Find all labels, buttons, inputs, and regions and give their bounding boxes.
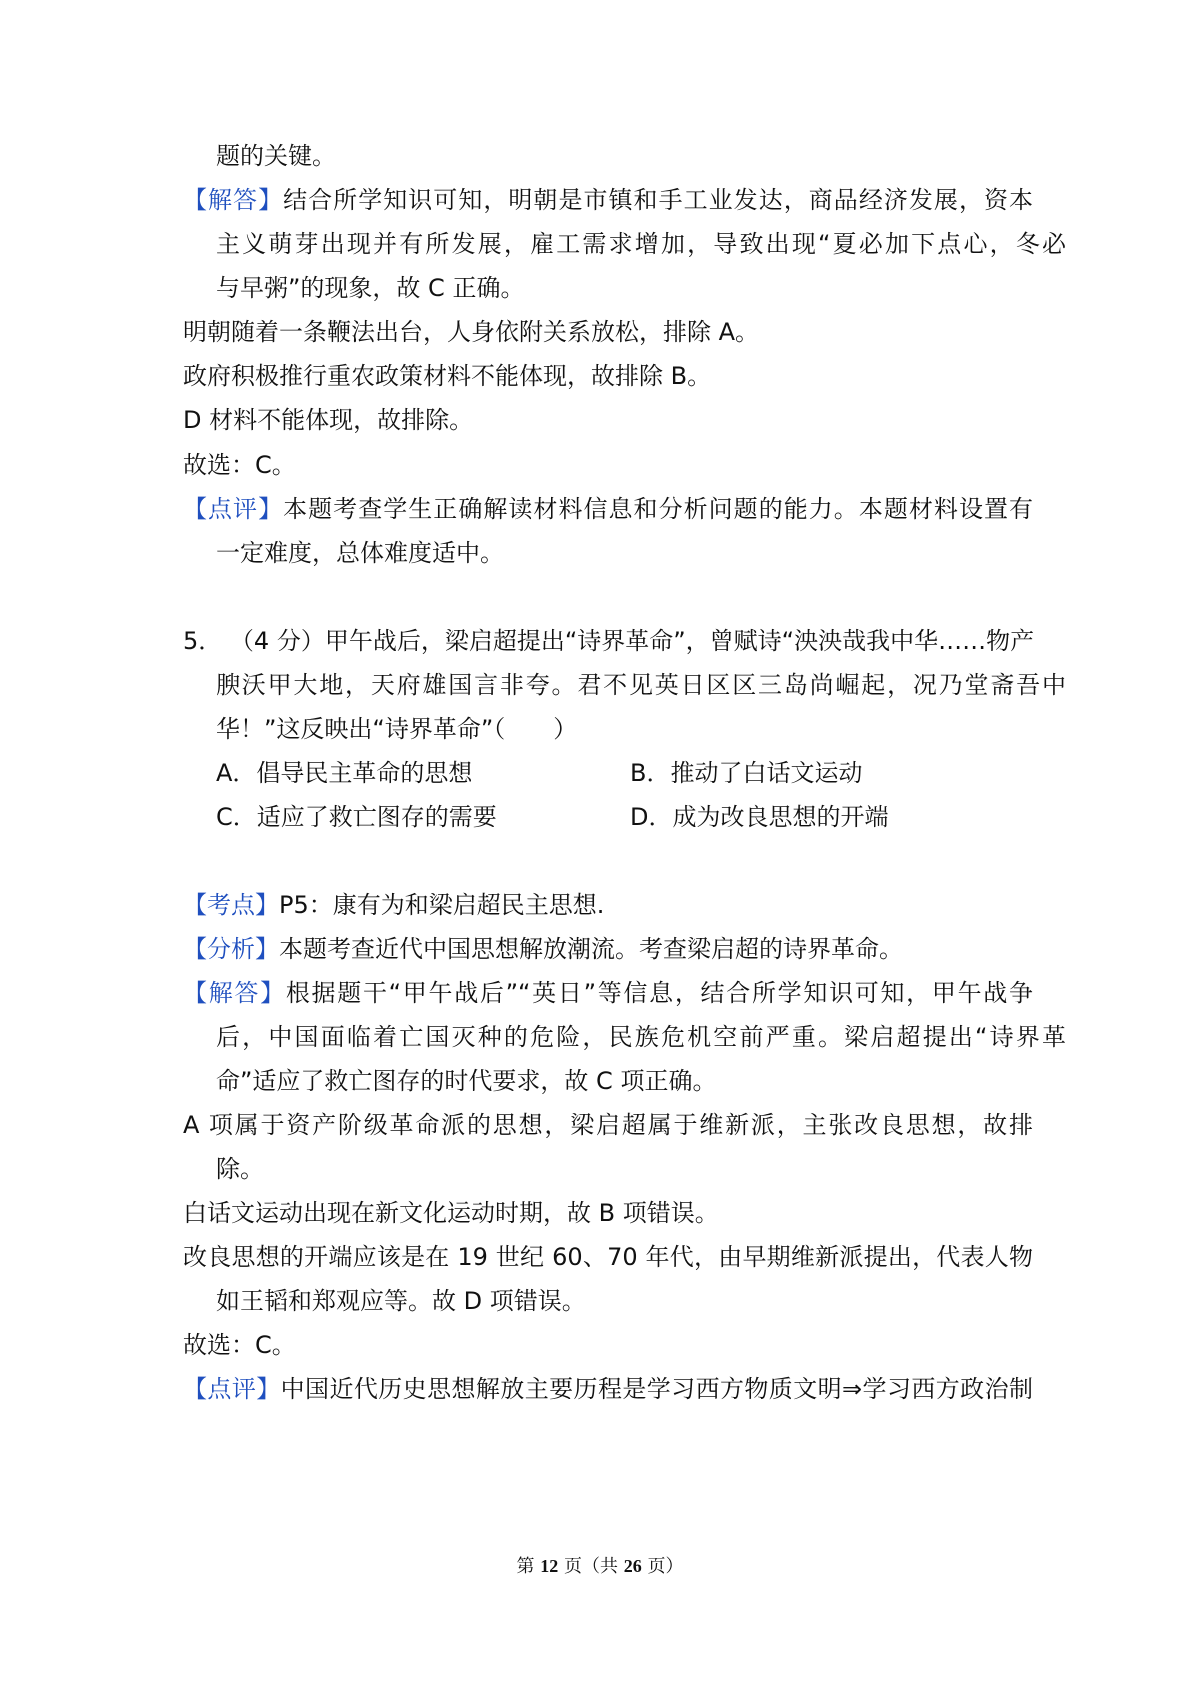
q5-option-b: B．推动了白话文运动 — [630, 759, 863, 787]
footer-suffix: 页） — [647, 1556, 684, 1577]
q4-answer-line1 — [183, 184, 1033, 216]
q5-stem-text1: （4 分）甲午战后，梁启超提出“诗界革命”，曾赋诗“泱泱哉我中华……物产 — [229, 627, 1035, 655]
q5-answer-text1: 根据题干“甲午战后”“英日”等信息，结合所学知识可知，甲午战争 — [285, 979, 1034, 1007]
footer-prefix: 第 — [516, 1556, 535, 1577]
q4-comment-line2: 一定难度，总体难度适中。 — [216, 539, 504, 567]
question-number: 5． — [183, 627, 223, 655]
q4-conclusion: 故选：C。 — [183, 451, 296, 479]
q5-para3-line2: 如王韬和郑观应等。故 D 项错误。 — [216, 1287, 586, 1315]
q5-conclusion: 故选：C。 — [183, 1331, 296, 1359]
answer-tag: 【解答】 — [183, 186, 284, 214]
q5-fenxi — [183, 933, 1033, 965]
q5-comment-line1 — [183, 1373, 1033, 1405]
q5-option-c: C．适应了救亡图存的需要 — [216, 803, 497, 831]
page-number: 12 — [540, 1556, 559, 1576]
q5-para3-line1: 改良思想的开端应该是在 19 世纪 60、70 年代，由早期维新派提出，代表人物 — [183, 1243, 1033, 1271]
q5-stem-line2: 腴沃甲大地，天府雄国言非夸。君不见英日区区三岛尚崛起，况乃堂斋吾中 — [216, 671, 1066, 699]
comment-tag: 【点评】 — [183, 495, 284, 523]
q4-answer-line2: 主义萌芽出现并有所发展，雇工需求增加，导致出现“夏必加下点心，冬必 — [216, 230, 1066, 258]
q4-answer-line3: 与早粥”的现象，故 C 正确。 — [216, 274, 525, 302]
q5-comment-text1: 中国近代历史思想解放主要历程是学习西方物质文明⇒学习西方政治制 — [280, 1375, 1034, 1403]
q5-para1-line2: 除。 — [216, 1155, 264, 1183]
q5-para1-line1: A 项属于资产阶级革命派的思想，梁启超属于维新派，主张改良思想，故排 — [183, 1111, 1033, 1139]
q5-stem-line1 — [183, 625, 1033, 657]
kaodian-tag: 【考点】 — [183, 891, 279, 919]
footer-middle: 页（共 — [564, 1556, 618, 1577]
q4-para1: 明朝随着一条鞭法出台，人身依附关系放松，排除 A。 — [183, 318, 760, 346]
q5-option-d: D．成为改良思想的开端 — [630, 803, 889, 831]
q5-answer-line3: 命”适应了救亡图存的时代要求，故 C 项正确。 — [216, 1067, 717, 1095]
q5-kaodian — [183, 889, 1033, 921]
total-pages: 26 — [623, 1556, 642, 1576]
comment-tag: 【点评】 — [183, 1375, 281, 1403]
q5-answer-line2: 后，中国面临着亡国灭种的危险，民族危机空前严重。梁启超提出“诗界革 — [216, 1023, 1066, 1051]
q4-answer-line0: 题的关键。 — [216, 142, 336, 170]
q5-option-a: A．倡导民主革命的思想 — [216, 759, 473, 787]
q4-para3: D 材料不能体现，故排除。 — [183, 406, 474, 434]
fenxi-tag: 【分析】 — [183, 935, 279, 963]
q5-answer-line1 — [183, 977, 1033, 1009]
q4-comment-line1 — [183, 493, 1033, 525]
q4-comment-text1: 本题考查学生正确解读材料信息和分析问题的能力。本题材料设置有 — [283, 495, 1034, 523]
q4-para2: 政府积极推行重农政策材料不能体现，故排除 B。 — [183, 362, 712, 390]
page-footer — [0, 1554, 1200, 1579]
q5-fenxi-text: 本题考查近代中国思想解放潮流。考查梁启超的诗界革命。 — [279, 935, 903, 963]
q5-kaodian-text: P5：康有为和梁启超民主思想. — [279, 891, 605, 919]
answer-tag: 【解答】 — [183, 979, 286, 1007]
q4-answer-text1: 结合所学知识可知，明朝是市镇和手工业发达，商品经济发展，资本 — [283, 186, 1034, 214]
q5-para2: 白话文运动出现在新文化运动时期，故 B 项错误。 — [183, 1199, 719, 1227]
q5-stem-line3: 华！”这反映出“诗界革命”（ ） — [216, 715, 578, 743]
